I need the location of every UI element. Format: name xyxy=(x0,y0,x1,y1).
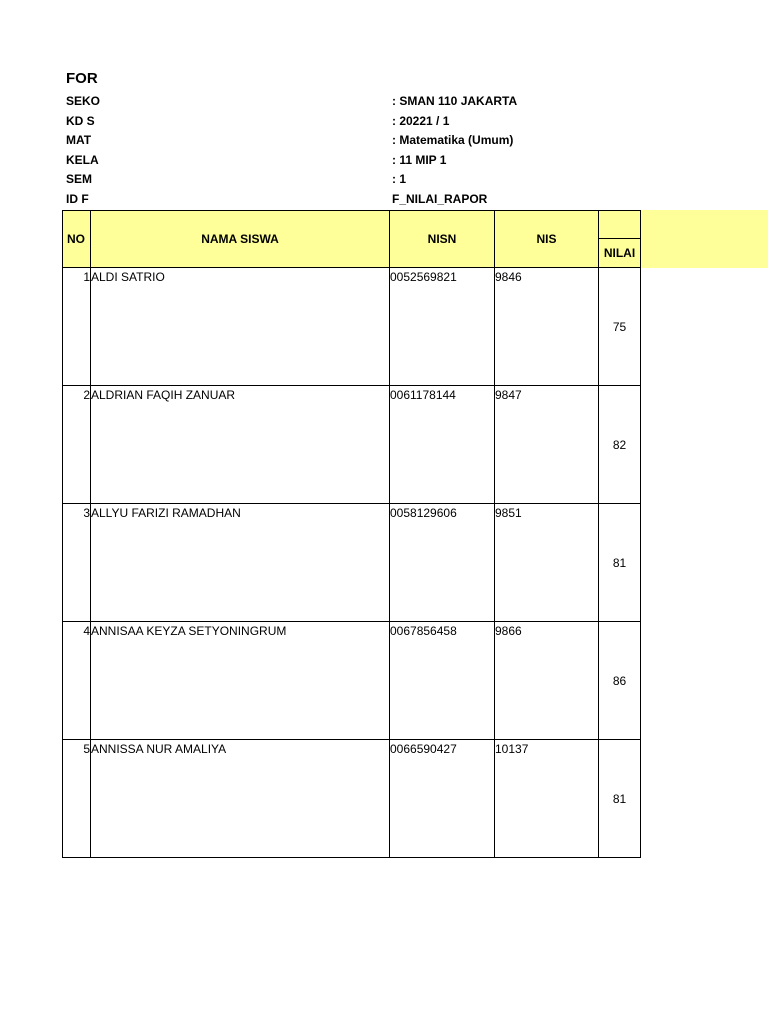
cell-nilai: 81 xyxy=(599,740,641,858)
meta-label: ID F xyxy=(66,192,89,206)
meta-value: : 20221 / 1 xyxy=(392,114,450,128)
cell-no: 4 xyxy=(63,622,91,740)
header-name: NAMA SISWA xyxy=(91,211,390,268)
table-row xyxy=(63,268,641,386)
cell-no: 1 xyxy=(63,268,91,386)
header-nisn: NISN xyxy=(390,211,495,268)
meta-row-subject xyxy=(66,133,666,152)
cell-no: 5 xyxy=(63,740,91,858)
cell-nilai: 86 xyxy=(599,622,641,740)
table-row xyxy=(63,622,641,740)
cell-nilai: 75 xyxy=(599,268,641,386)
meta-label: MAT xyxy=(66,133,92,147)
cell-nisn: 0052569821 xyxy=(390,268,495,386)
header-nis: NIS xyxy=(495,211,599,268)
meta-value: F_NILAI_RAPOR xyxy=(392,192,488,206)
table-row xyxy=(63,386,641,504)
cell-name: ALDI SATRIO xyxy=(91,268,390,386)
header-nilai: NILAI xyxy=(599,239,641,268)
cell-nis: 9846 xyxy=(495,268,599,386)
cell-nis: 10137 xyxy=(495,740,599,858)
cell-nis: 9866 xyxy=(495,622,599,740)
cell-nisn: 0066590427 xyxy=(390,740,495,858)
cell-nisn: 0058129606 xyxy=(390,504,495,622)
cell-name: ALLYU FARIZI RAMADHAN xyxy=(91,504,390,622)
meta-row-semester xyxy=(66,172,666,191)
header-nilai-group xyxy=(599,211,641,239)
meta-label: KELA xyxy=(66,153,99,167)
meta-label: SEM xyxy=(66,172,93,186)
meta-label: SEKO xyxy=(66,94,100,108)
table-row xyxy=(63,740,641,858)
meta-value: : Matematika (Umum) xyxy=(392,133,514,147)
cell-nis: 9847 xyxy=(495,386,599,504)
header-no: NO xyxy=(63,211,91,268)
meta-value: : 11 MIP 1 xyxy=(392,153,447,167)
cell-name: ANNISSA NUR AMALIYA xyxy=(91,740,390,858)
cell-no: 2 xyxy=(63,386,91,504)
meta-row-school xyxy=(66,94,666,113)
cell-nisn: 0067856458 xyxy=(390,622,495,740)
cell-nisn: 0061178144 xyxy=(390,386,495,504)
meta-value: : 1 xyxy=(392,172,407,186)
meta-label: KD S xyxy=(66,114,95,128)
form-title: FOR xyxy=(66,70,98,87)
cell-nis: 9851 xyxy=(495,504,599,622)
cell-no: 3 xyxy=(63,504,91,622)
meta-row-class xyxy=(66,153,666,172)
cell-name: ALDRIAN FAQIH ZANUAR xyxy=(91,386,390,504)
meta-value: : SMAN 110 JAKARTA xyxy=(392,94,518,108)
cell-name: ANNISAA KEYZA SETYONINGRUM xyxy=(91,622,390,740)
cell-nilai: 82 xyxy=(599,386,641,504)
meta-row-kd xyxy=(66,114,666,133)
grade-table xyxy=(62,210,641,858)
cell-nilai: 81 xyxy=(599,504,641,622)
meta-row-id xyxy=(66,192,666,211)
table-row xyxy=(63,504,641,622)
